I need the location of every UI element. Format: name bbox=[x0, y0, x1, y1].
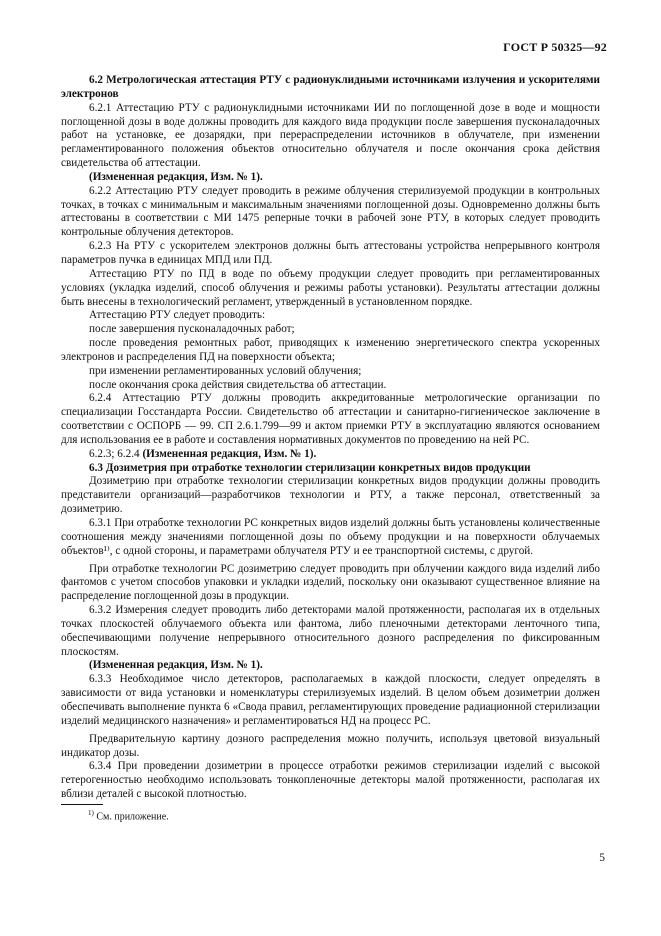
section-heading-6-2: 6.2 Метрологическая аттестация РТУ с радионуклидными источниками излучения и ускорителями электронов bbox=[61, 74, 600, 100]
amendment-label: (Измененная редакция, Изм. № 1). bbox=[142, 447, 317, 460]
list-item: после проведения ремонтных работ, приводящих к изменению энергетического спектра ускоренных электронов и распределения ПД на поверхности объекта; bbox=[61, 337, 600, 363]
paragraph: При отработке технологии РС дозиметрию следует проводить при облучении каждого вида изделий либо фантомов с учетом способов упаковки и укладки изделий, поскольку они оказывают существенное влияние на распределение поглощенной дозы в продукции. bbox=[61, 562, 600, 603]
footnote-divider bbox=[61, 804, 103, 805]
amendment-note: (Измененная редакция, Изм. № 1). bbox=[89, 659, 263, 672]
paragraph-6-3-4: 6.3.4 При проведении дозиметрии в процессе отработки режимов стерилизации изделий с высокой гетерогенностью необходимо использовать тонкопленочные детекторы малой протяженности, располагая их вблизи деталей с высокой плотностью. bbox=[61, 760, 600, 801]
paragraph: Предварительную картину дозного распределения можно получить, используя цветовой визуальный индикатор дозы. bbox=[61, 732, 600, 759]
paragraph-6-3-2: 6.3.2 Измерения следует проводить либо детекторами малой протяженности, располагая их в отдельных точках плоскостей облучаемого объекта или фантома, либо пленочными детекторами ленточного типа, обеспечивающими получение непрерывного относительного дозного распределения по фиксированным плоскостям. bbox=[61, 604, 600, 658]
list-item: после завершения пусконаладочных работ; bbox=[89, 323, 295, 336]
standard-code-header: ГОСТ Р 50325—92 bbox=[503, 40, 607, 54]
list-item: при изменении регламентированных условий облучения; bbox=[89, 364, 362, 377]
page-number: 5 bbox=[599, 852, 605, 864]
paragraph: Дозиметрию при отработке технологии стерилизации конкретных видов продукции должны проводить представители организаций—разработчиков технологии и РТУ, а также персонал, ответственный за дозиметрию. bbox=[61, 475, 600, 516]
footnote bbox=[88, 809, 169, 822]
paragraph-6-2-3: 6.2.3 На РТУ с ускорителем электронов должны быть аттестованы устройства непрерывного контроля параметров пучка в единицах МПД или ПД. bbox=[61, 240, 600, 266]
paragraph: Аттестацию РТУ по ПД в воде по объему продукции следует проводить при регламентированных условиях (укладка изделий, способ облучения и режимы работы установки). Результаты аттестации должны быть внесены в технологический регламент, утвержденный в установленном порядке. bbox=[61, 267, 600, 308]
paragraph-6-2-1: 6.2.1 Аттестацию РТУ с радионуклидными источниками ИИ по поглощенной дозе в воде и мощности поглощенной дозы в воде должны проводить для каждого вида продукции после завершения пусконаладочных работ на установке, ее дозарядки, при перераспределении источников в облучателе, при изменении регламентированного положения объектов относительно облучателя и после окончания срока действия свидетельства об аттестации. bbox=[61, 101, 600, 170]
footnote-text: См. приложение. bbox=[93, 811, 169, 823]
paragraph: Аттестацию РТУ следует проводить: bbox=[89, 309, 266, 322]
clause-refs: 6.2.3; 6.2.4 bbox=[89, 447, 143, 460]
paragraph-6-2-4: 6.2.4 Аттестацию РТУ должны проводить аккредитованные метрологические организации по специализации Госстандарта России. Свидетельство об аттестации и санитарно-гигиеническое заключение в соответствии с ОСПОРБ — 99. СП 2.6.1.799—99 и актом приемки РТУ в эксплуатацию являются основанием для использования ее в работе и составления нормативных документов по проведению на ней РС. bbox=[61, 392, 600, 446]
paragraph-6-3-3: 6.3.3 Необходимое число детекторов, располагаемых в каждой плоскости, следует определять в зависимости от вида установки и номенклатуры стерилизуемых изделий. В целом объем дозиметрии должен обеспечивать выполнение пункта 6 «Свода правил, регламентирующих проведение радиационной стерилизации изделий медицинского назначения» и регламентироваться НД на процесс РС. bbox=[61, 673, 600, 727]
list-item: после окончания срока действия свидетельства об аттестации. bbox=[89, 378, 387, 391]
footnote-marker: 1) bbox=[88, 809, 94, 817]
amendment-note-mixed bbox=[61, 448, 600, 462]
section-heading-6-3: 6.3 Дозиметрия при отработке технологии стерилизации конкретных видов продукции bbox=[89, 461, 531, 474]
document-body bbox=[61, 74, 600, 802]
amendment-note: (Измененная редакция, Изм. № 1). bbox=[89, 170, 263, 183]
paragraph-6-3-1: 6.3.1 При отработке технологии РС конкретных видов изделий должны быть установлены количественные соотношения между значениями поглощенной дозы по объему продукции и на поверхности облучаемых объектов¹⁾, с одной стороны, и параметрами облучателя РТУ и ее транспортной системы, с другой. bbox=[61, 517, 600, 557]
paragraph-6-2-2: 6.2.2 Аттестацию РТУ следует проводить в режиме облучения стерилизуемой продукции в контрольных точках, в точках с минимальным и максимальным значениями поглощенной дозы. Одновременно должны быть аттестованы в соответствии с МИ 1475 реперные точки в рабочей зоне РТУ, в которых следует проводить контрольные облучения детекторов. bbox=[61, 184, 600, 239]
